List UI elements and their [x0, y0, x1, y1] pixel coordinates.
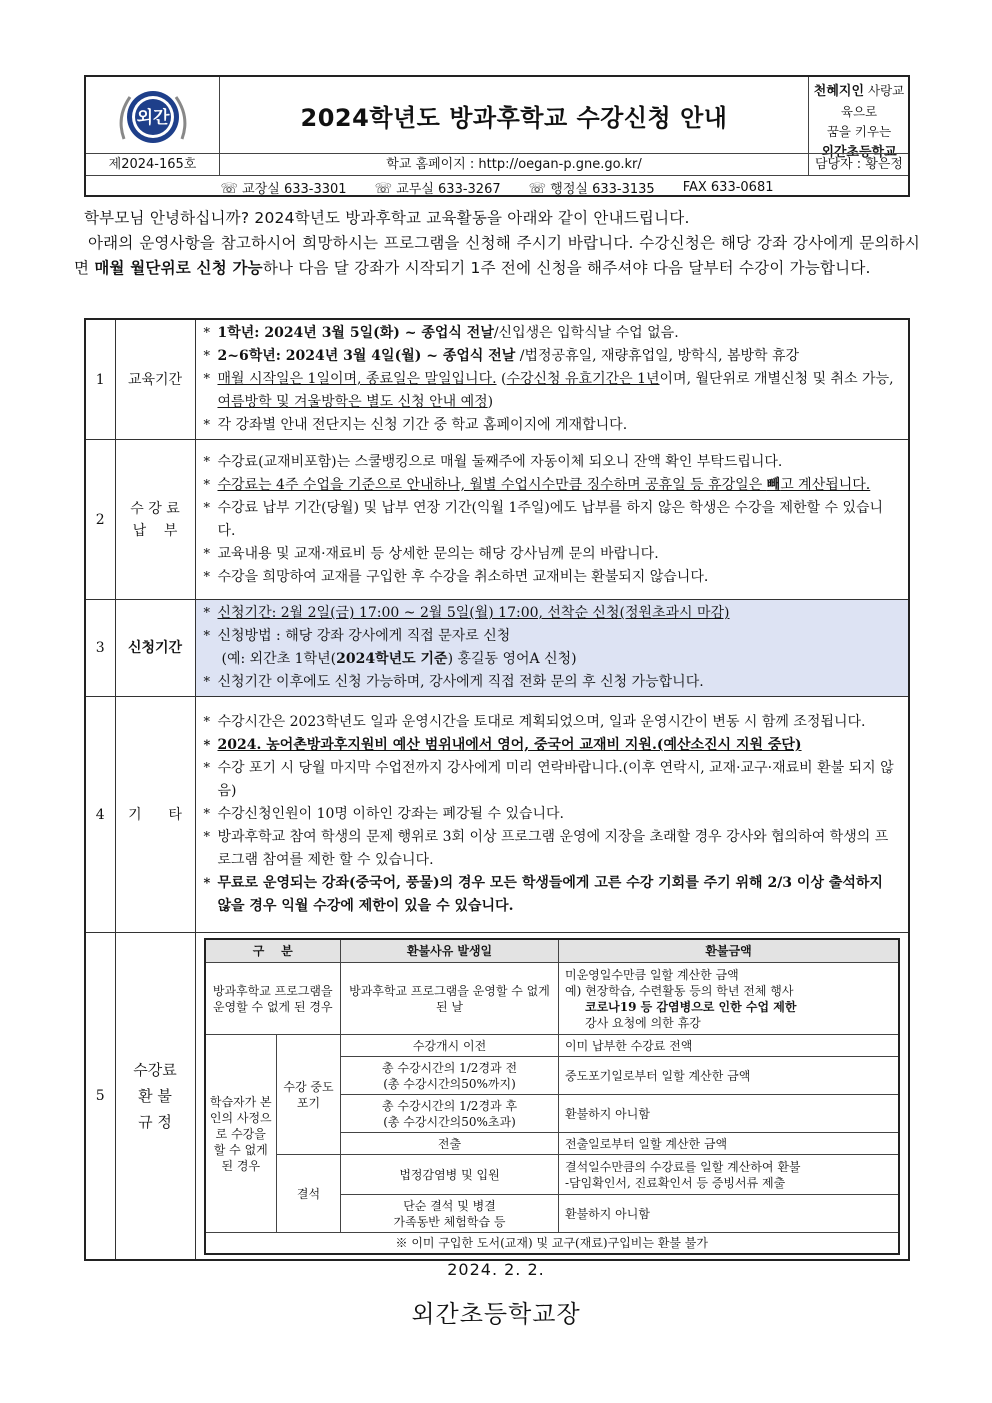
school-motto: 천혜지인 사랑교육으로 꿈을 키우는 외간초등학교: [813, 83, 905, 160]
intro-paragraph-2: 아래의 운영사항을 참고하시어 희망하시는 프로그램을 신청해 주시기 바랍니다. 수강신청은 해당 강좌 강사에게 문의하시면 매월 월단위로 신청 가능하나 다음 달 강좌가 시작되기 1주 전에 신청을 해주셔야 다음 달부터 수강이 가능합니다.: [74, 234, 920, 277]
refund-footnote-row: [205, 1233, 900, 1255]
school-logo-text: 외간: [136, 108, 170, 128]
page-title: 2024학년도 방과후학교 수강신청 안내: [220, 77, 809, 153]
intro-paragraph-1: 학부모님 안녕하십니까? 2024학년도 방과후학교 교육활동을 아래와 같이 안내드립니다.: [84, 209, 690, 227]
principal-signature: 외간초등학교장: [411, 1300, 581, 1328]
table-row: 총 수강시간의 1/2경과 후 (총 수강시간의50%초과) 환불하지 아니함: [205, 1095, 900, 1133]
contact-row: [86, 175, 908, 198]
info-table: [84, 318, 910, 1261]
section-application-period: [85, 600, 909, 697]
table-row: 단순 결석 및 병결 가족동반 체험학습 등 환불하지 아니함: [205, 1195, 900, 1233]
section-label: 신청기간: [115, 600, 195, 697]
doc-number: 제2024-165호: [86, 154, 220, 176]
section-etc: [85, 697, 909, 933]
phone-icon: ☏: [528, 180, 547, 197]
section-fee-payment: [85, 440, 909, 600]
phone-icon: ☏: [374, 180, 393, 197]
section-content: * 수강시간은 2023학년도 일과 운영시간을 토대로 계획되었으며, 일과 운영시간이 변동 시 함께 조정됩니다. * 2024. 농어촌방과후지원비 예산 범위내에서 영어, 중국어 교재비 지원.(예산소진시 지원 중단) * 수강 포기 시 당월 마지막 수업전까지 강사에게 미리 연락바랍니다.(이후 연락시, 교재·교구·재료비 환불 되지 않음) * 수강신청인원이 10명 이하인 강좌는 폐강될 수 있습니다. * 방과후학교 참여 학생의 문제 행위로 3회 이상 프로그램 운영에 지장을 초래할 경우 강사와 협의하여 학생의 프로그램 참여를 제한 할 수 있습니다. * 무료로 운영되는 강좌(중국어, 풍물)의 경우 모든 학생들에게 고른 수강 기회를 주기 위해 2/3 이상 출석하지 않을 경우 익월 수강에 제한이 있을 수 있습니다.: [195, 697, 909, 933]
section-label: 교육기간: [115, 319, 195, 440]
contact-fax: FAX 633-0681: [682, 179, 774, 195]
table-row: 전출 전출일로부터 일할 계산한 금액: [205, 1133, 900, 1155]
intro-text: [74, 206, 920, 281]
phone-icon: ☏: [220, 180, 239, 197]
refund-table: [204, 938, 901, 1255]
refund-table-header: 구 분 환불사유 발생일 환불금액: [205, 939, 900, 963]
section-refund-rules: [85, 933, 909, 1261]
section-label: 수 강 료 납 부: [115, 440, 195, 600]
section-content: * 신청기간: 2월 2일(금) 17:00 ~ 2월 5일(월) 17:00, 선착순 신청(정원초과시 마감) * 신청방법 : 해당 강좌 강사에게 직접 문자로 신청 (예: 외간초 1학년(2024학년도 기준) 홍길동 영어A 신청) * 신청기간 이후에도 신청 가능하며, 강사에게 직접 전화 문의 후 신청 가능합니다.: [195, 600, 909, 697]
table-row: 학습자가 본인의 사정으로 수강을 할 수 없게 된 경우 수강 중도 포기 수강개시 이전 이미 납부한 수강료 전액: [205, 1035, 900, 1057]
manager-name: 담당자 : 황은정: [815, 157, 903, 172]
refund-footnote: ※ 이미 구입한 도서(교재) 및 교구(재료)구입비는 환불 불가: [205, 1233, 900, 1255]
table-row: 방과후학교 프로그램을 운영할 수 없게 된 경우 방과후학교 프로그램을 운영할 수 없게 된 날 미운영일수만큼 일할 계산한 금액 예) 현장학습, 수련활동 등의 학년 전체 행사 코로나19 등 감염병으로 인한 수업 제한 강사 요청에 의한 휴강: [205, 963, 900, 1035]
table-row: 총 수강시간의 1/2경과 전 (총 수강시간의50%까지) 중도포기일로부터 일할 계산한 금액: [205, 1057, 900, 1095]
section-number: 5: [85, 933, 115, 1261]
school-logo-icon: [86, 77, 220, 153]
contact-teachers-office: ☏ 교무실 633-3267: [374, 180, 501, 197]
section-content: * 수강료(교재비포함)는 스쿨뱅킹으로 매월 둘째주에 자동이체 되오니 잔액 확인 부탁드립니다. * 수강료는 4주 수업을 기준으로 안내하나, 월별 수업시수만큼 징수하며 공휴일 등 휴강일은 빼고 계산됩니다. * 수강료 납부 기간(당월) 및 납부 연장 기간(익월 1주일)에도 납부를 하지 않은 학생은 수강을 제한할 수 있습니다. * 교육내용 및 교재·재료비 등 상세한 문의는 해당 강사님께 문의 바랍니다. * 수강을 희망하여 교재를 구입한 후 수강을 취소하면 교재비는 환불되지 않습니다.: [195, 440, 909, 600]
section-number: 3: [85, 600, 115, 697]
section-label: 수강료 환 불 규 정: [115, 933, 195, 1261]
contact-admin-office: ☏ 행정실 633-3135: [528, 180, 655, 197]
section-label: 기 타: [115, 697, 195, 933]
section-content: * 1학년: 2024년 3월 5일(화) ~ 종업식 전날/신입생은 입학식날 수업 없음. * 2~6학년: 2024년 3월 4일(월) ~ 종업식 전날 /법정공휴일, 재량휴업일, 방학식, 봄방학 휴강 * 매월 시작일은 1일이며, 종료일은 말일입니다. (수강신청 유효기간은 1년이며, 월단위로 개별신청 및 취소 가능, 여름방학 및 겨울방학은 별도 신청 안내 예정) * 각 강좌별 안내 전단지는 신청 기간 중 학교 홈페이지에 게재합니다.: [195, 319, 909, 440]
contact-principal: ☏ 교장실 633-3301: [220, 180, 347, 197]
school-logo-cell: [86, 77, 220, 153]
section-number: 4: [85, 697, 115, 933]
section-content: [195, 933, 909, 1261]
table-row: 결석 법정감염병 및 입원 결석일수만큼의 수강료를 일할 계산하여 환불 -담임확인서, 진료확인서 등 증빙서류 제출: [205, 1155, 900, 1195]
document-header: [84, 75, 910, 197]
homepage-url[interactable]: 학교 홈페이지 : http://oegan-p.gne.go.kr/: [220, 154, 809, 176]
section-number: 2: [85, 440, 115, 600]
section-number: 1: [85, 319, 115, 440]
section-education-period: [85, 319, 909, 440]
school-name: 외간초등학교: [821, 145, 897, 160]
document-date: 2024. 2. 2.: [447, 1260, 545, 1279]
header-info-row: [86, 153, 908, 176]
